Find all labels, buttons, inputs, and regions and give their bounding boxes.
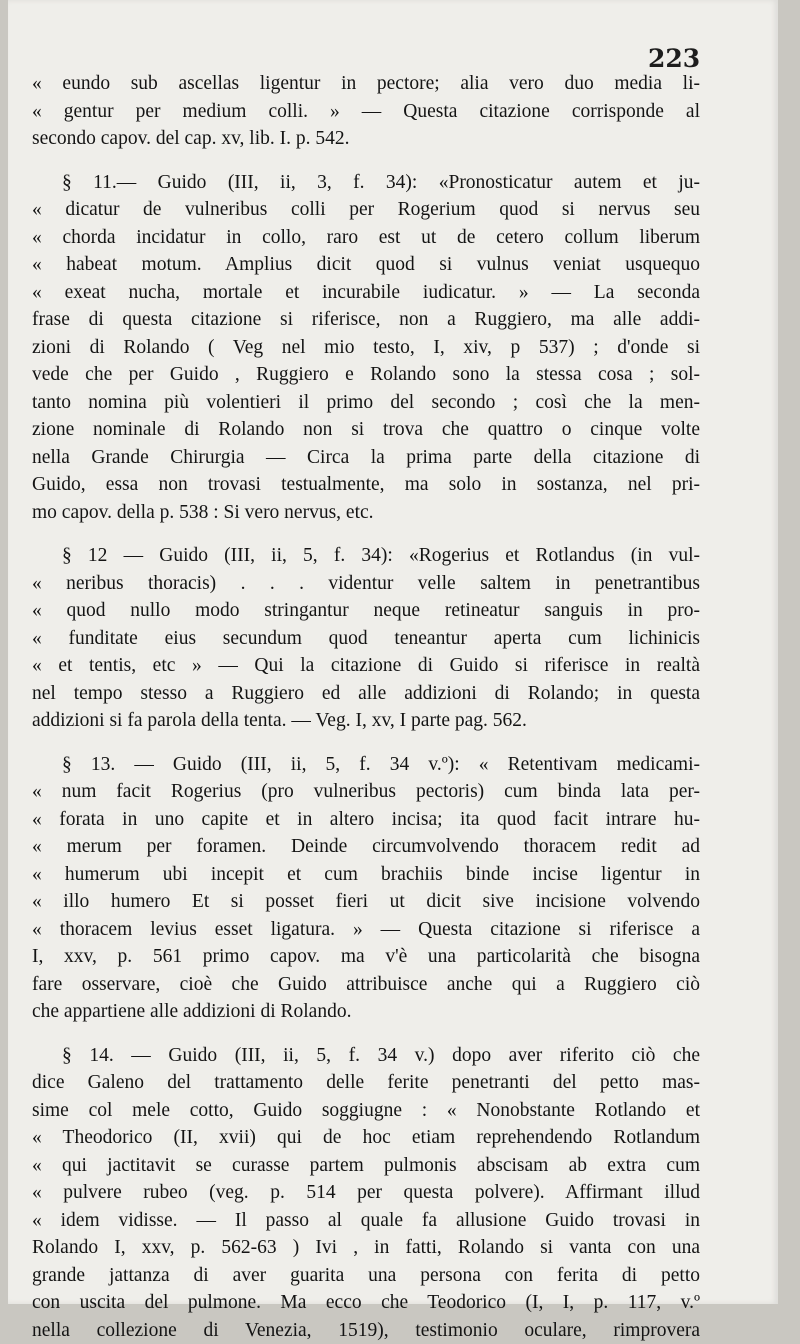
paragraph-sec-13 bbox=[32, 751, 700, 1026]
paragraph-sec-14 bbox=[32, 1042, 700, 1344]
text-line: grande jattanza di aver guarita una persona con ferita di petto bbox=[32, 1262, 700, 1290]
text-line: « thoracem levius esset ligatura. » — Questa citazione si riferisce a bbox=[32, 916, 700, 944]
text-line: « Theodorico (II, xvii) qui de hoc etiam reprehendendo Rotlandum bbox=[32, 1124, 700, 1152]
text-line: « merum per foramen. Deinde circumvolvendo thoracem redit ad bbox=[32, 833, 700, 861]
text-line: secondo capov. del cap. xv, lib. I. p. 542. bbox=[32, 125, 700, 153]
text-line: mo capov. della p. 538 : Si vero nervus, etc. bbox=[32, 499, 700, 527]
text-line: § 11.— Guido (III, ii, 3, f. 34): «Pronosticatur autem et ju- bbox=[32, 169, 700, 197]
text-line: « chorda incidatur in collo, raro est ut de cetero collum liberum bbox=[32, 224, 700, 252]
text-line: Guido, essa non trovasi testualmente, ma solo in sostanza, nel pri- bbox=[32, 471, 700, 499]
text-line: § 12 — Guido (III, ii, 5, f. 34): «Rogerius et Rotlandus (in vul- bbox=[32, 542, 700, 570]
text-line: « quod nullo modo stringantur neque retineatur sanguis in pro- bbox=[32, 597, 700, 625]
paragraph-sec-12 bbox=[32, 542, 700, 735]
text-line: « pulvere rubeo (veg. p. 514 per questa polvere). Affirmant illud bbox=[32, 1179, 700, 1207]
text-line: « neribus thoracis) . . . videntur velle saltem in penetrantibus bbox=[32, 570, 700, 598]
text-line: « forata in uno capite et in altero incisa; ita quod facit intrare hu- bbox=[32, 806, 700, 834]
paragraph-sec-11 bbox=[32, 169, 700, 527]
text-line: nel tempo stesso a Ruggiero ed alle addizioni di Rolando; in questa bbox=[32, 680, 700, 708]
text-line: frase di questa citazione si riferisce, non a Ruggiero, ma alle addi- bbox=[32, 306, 700, 334]
text-line: dice Galeno del trattamento delle ferite penetranti del petto mas- bbox=[32, 1069, 700, 1097]
text-line: fare osservare, cioè che Guido attribuisce anche qui a Ruggiero ciò bbox=[32, 971, 700, 999]
paragraph-intro bbox=[32, 70, 700, 153]
text-line: « eundo sub ascellas ligentur in pectore; alia vero duo media li- bbox=[32, 70, 700, 98]
text-line: « num facit Rogerius (pro vulneribus pectoris) cum binda lata per- bbox=[32, 778, 700, 806]
text-line: « funditate eius secundum quod teneantur aperta cum lichinicis bbox=[32, 625, 700, 653]
page-number: 223 bbox=[648, 44, 700, 73]
text-line: che appartiene alle addizioni di Rolando. bbox=[32, 998, 700, 1026]
text-line: Rolando I, xxv, p. 562-63 ) Ivi , in fatti, Rolando si vanta con una bbox=[32, 1234, 700, 1262]
text-line: zione nominale di Rolando non si trova che quattro o cinque volte bbox=[32, 416, 700, 444]
text-line: « illo humero Et si posset fieri ut dicit sive incisione volvendo bbox=[32, 888, 700, 916]
text-line: § 13. — Guido (III, ii, 5, f. 34 v.º): « Retentivam medicami- bbox=[32, 751, 700, 779]
body-text bbox=[32, 70, 700, 1344]
text-line: « et tentis, etc » — Qui la citazione di Guido si riferisce in realtà bbox=[32, 652, 700, 680]
text-line: zioni di Rolando ( Veg nel mio testo, I, xiv, p 537) ; d'onde si bbox=[32, 334, 700, 362]
text-line: « exeat nucha, mortale et incurabile iudicatur. » — La seconda bbox=[32, 279, 700, 307]
text-line: nella collezione di Venezia, 1519), testimonio oculare, rimprovera bbox=[32, 1317, 700, 1344]
text-line: vede che per Guido , Ruggiero e Rolando sono la stessa cosa ; sol- bbox=[32, 361, 700, 389]
text-line: « habeat motum. Amplius dicit quod si vulnus veniat usquequo bbox=[32, 251, 700, 279]
text-line: I, xxv, p. 561 primo capov. ma v'è una particolarità che bisogna bbox=[32, 943, 700, 971]
text-line: sime col mele cotto, Guido soggiugne : « Nonobstante Rotlando et bbox=[32, 1097, 700, 1125]
text-line: § 14. — Guido (III, ii, 5, f. 34 v.) dopo aver riferito ciò che bbox=[32, 1042, 700, 1070]
text-line: addizioni si fa parola della tenta. — Veg. I, xv, I parte pag. 562. bbox=[32, 707, 700, 735]
text-line: nella Grande Chirurgia — Circa la prima parte della citazione di bbox=[32, 444, 700, 472]
text-line: « idem vidisse. — Il passo al quale fa allusione Guido trovasi in bbox=[32, 1207, 700, 1235]
text-line: « dicatur de vulneribus colli per Rogerium quod si nervus seu bbox=[32, 196, 700, 224]
book-page bbox=[8, 0, 778, 1304]
text-line: con uscita del pulmone. Ma ecco che Teodorico (I, I, p. 117, v.º bbox=[32, 1289, 700, 1317]
text-line: tanto nomina più volentieri il primo del secondo ; così che la men- bbox=[32, 389, 700, 417]
text-line: « qui jactitavit se curasse partem pulmonis abscisam ab extra cum bbox=[32, 1152, 700, 1180]
text-line: « gentur per medium colli. » — Questa citazione corrisponde al bbox=[32, 98, 700, 126]
text-line: « humerum ubi incepit et cum brachiis binde incise ligentur in bbox=[32, 861, 700, 889]
